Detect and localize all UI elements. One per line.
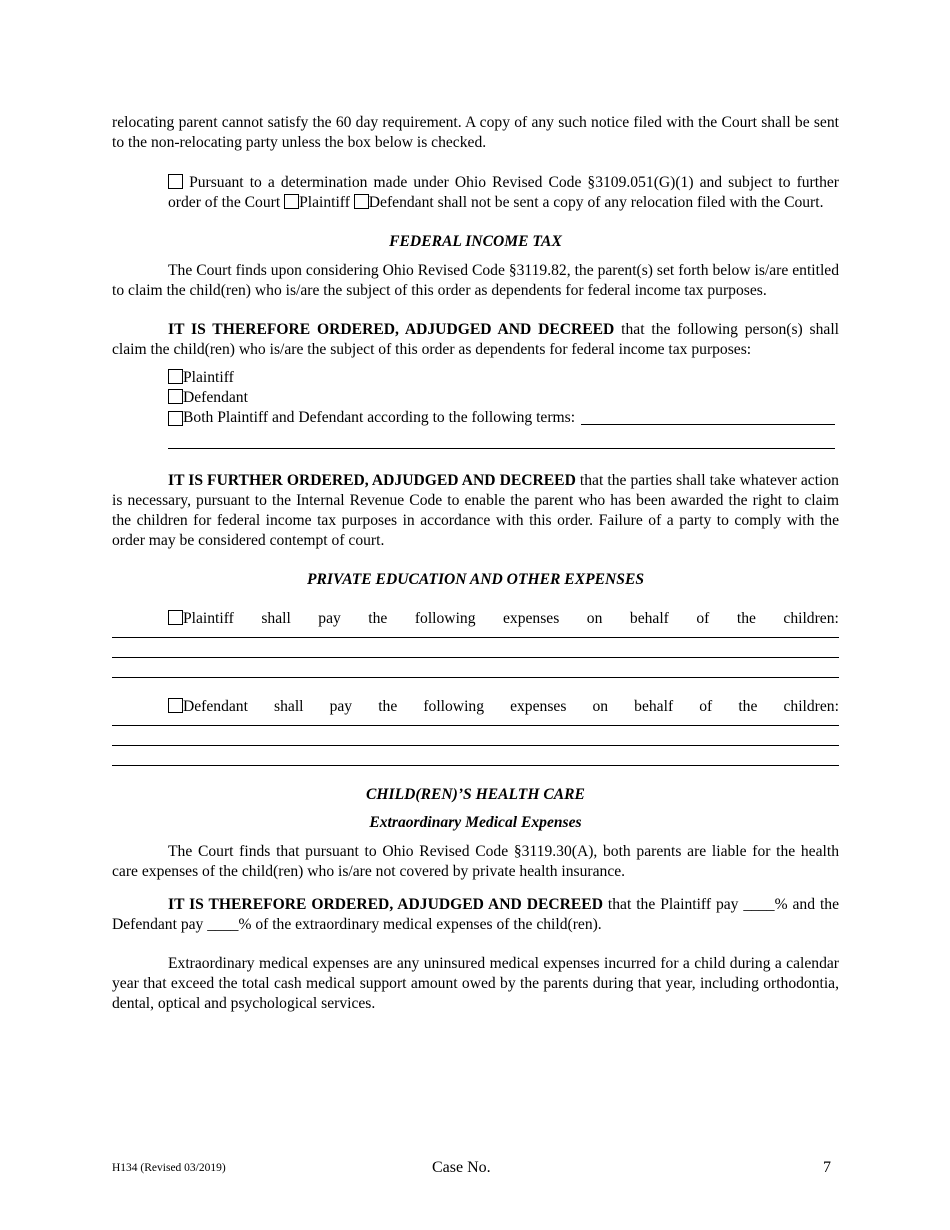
federal-tax-order: IT IS THEREFORE ORDERED, ADJUDGED AND DECREED that the following person(s) shall claim the child(ren) who is/are the subject of this order as dependents for federal income tax purposes:	[112, 321, 839, 358]
plaintiff-expenses-lines[interactable]	[112, 637, 839, 678]
plaintiff-expense-line[interactable]	[112, 677, 839, 678]
federal-tax-finding: The Court finds upon considering Ohio Revised Code §3119.82, the parent(s) set forth below is/are entitled to claim the child(ren) who is/are the subject of this order as dependents for federal income tax purposes.	[112, 262, 839, 299]
terms-blank[interactable]	[581, 424, 835, 425]
defendant-expense-line[interactable]	[112, 745, 839, 746]
option-defendant[interactable]: Defendant	[168, 388, 839, 408]
health-care-finding: The Court finds that pursuant to Ohio Revised Code §3119.30(A), both parents are liable for the health care expenses of the child(ren) who is/are not covered by private health insurance.	[112, 843, 839, 880]
plaintiff-expenses-checkbox[interactable]	[168, 610, 183, 625]
page-footer	[112, 1158, 839, 1178]
form-number: H134 (Revised 03/2019)	[112, 1162, 226, 1174]
document-body	[112, 113, 839, 1014]
plaintiff-checkbox[interactable]	[168, 369, 183, 384]
private-education-heading: PRIVATE EDUCATION AND OTHER EXPENSES	[306, 571, 645, 588]
defendant-expenses-row: Defendant shall pay the following expenses on behalf of the children:	[168, 697, 839, 717]
plaintiff-expenses-row: Plaintiff shall pay the following expenses on behalf of the children:	[168, 609, 839, 629]
page-number: 7	[823, 1159, 831, 1176]
option-both[interactable]: Both Plaintiff and Defendant according to the following terms:	[168, 408, 839, 428]
relocation-paragraph: relocating parent cannot satisfy the 60 day requirement. A copy of any such notice filed with the Court shall be sent to the non-relocating party unless the box below is checked.	[112, 114, 839, 151]
plaintiff-expense-line[interactable]	[112, 657, 839, 658]
defendant-expense-line[interactable]	[112, 725, 839, 726]
defendant-expense-line[interactable]	[112, 765, 839, 766]
both-checkbox[interactable]	[168, 411, 183, 426]
relocation-notice-option: Pursuant to a determination made under Ohio Revised Code §3109.051(G)(1) and subject to further order of the Court Plaintiff Defendant shall not be sent a copy of any relocation filed with the Court.	[168, 174, 839, 211]
relocation-defendant-checkbox[interactable]	[354, 194, 369, 209]
dependent-claim-options	[168, 368, 839, 449]
health-care-heading: CHILD(REN)’S HEALTH CARE	[366, 786, 585, 803]
plaintiff-expense-line[interactable]	[112, 637, 839, 638]
further-order: IT IS FURTHER ORDERED, ADJUDGED AND DECREED that the parties shall take whatever action is necessary, pursuant to the Internal Revenue Code to enable the parent who has been awarded the right to claim the children for federal income tax purposes in accordance with this order. Failure of a party to comply with the order may be considered contempt of court.	[112, 472, 839, 549]
option-plaintiff[interactable]: Plaintiff	[168, 368, 839, 388]
medical-expense-order: IT IS THEREFORE ORDERED, ADJUDGED AND DECREED that the Plaintiff pay ____% and the Defendant pay ____% of the extraordinary medical expenses of the child(ren).	[112, 896, 839, 933]
terms-blank-line[interactable]	[168, 448, 835, 449]
extraordinary-medical-subheading: Extraordinary Medical Expenses	[369, 814, 582, 831]
case-number-label: Case No.	[432, 1159, 491, 1176]
defendant-checkbox[interactable]	[168, 389, 183, 404]
relocation-checkbox[interactable]	[168, 174, 183, 189]
federal-income-tax-heading: FEDERAL INCOME TAX	[389, 233, 562, 250]
defendant-expenses-checkbox[interactable]	[168, 698, 183, 713]
defendant-expenses-lines[interactable]	[112, 725, 839, 766]
relocation-plaintiff-checkbox[interactable]	[284, 194, 299, 209]
extraordinary-expense-definition: Extraordinary medical expenses are any uninsured medical expenses incurred for a child during a calendar year that exceed the total cash medical support amount owed by the parents during that year, including orthodontia, dental, optical and psychological services.	[112, 955, 839, 1012]
